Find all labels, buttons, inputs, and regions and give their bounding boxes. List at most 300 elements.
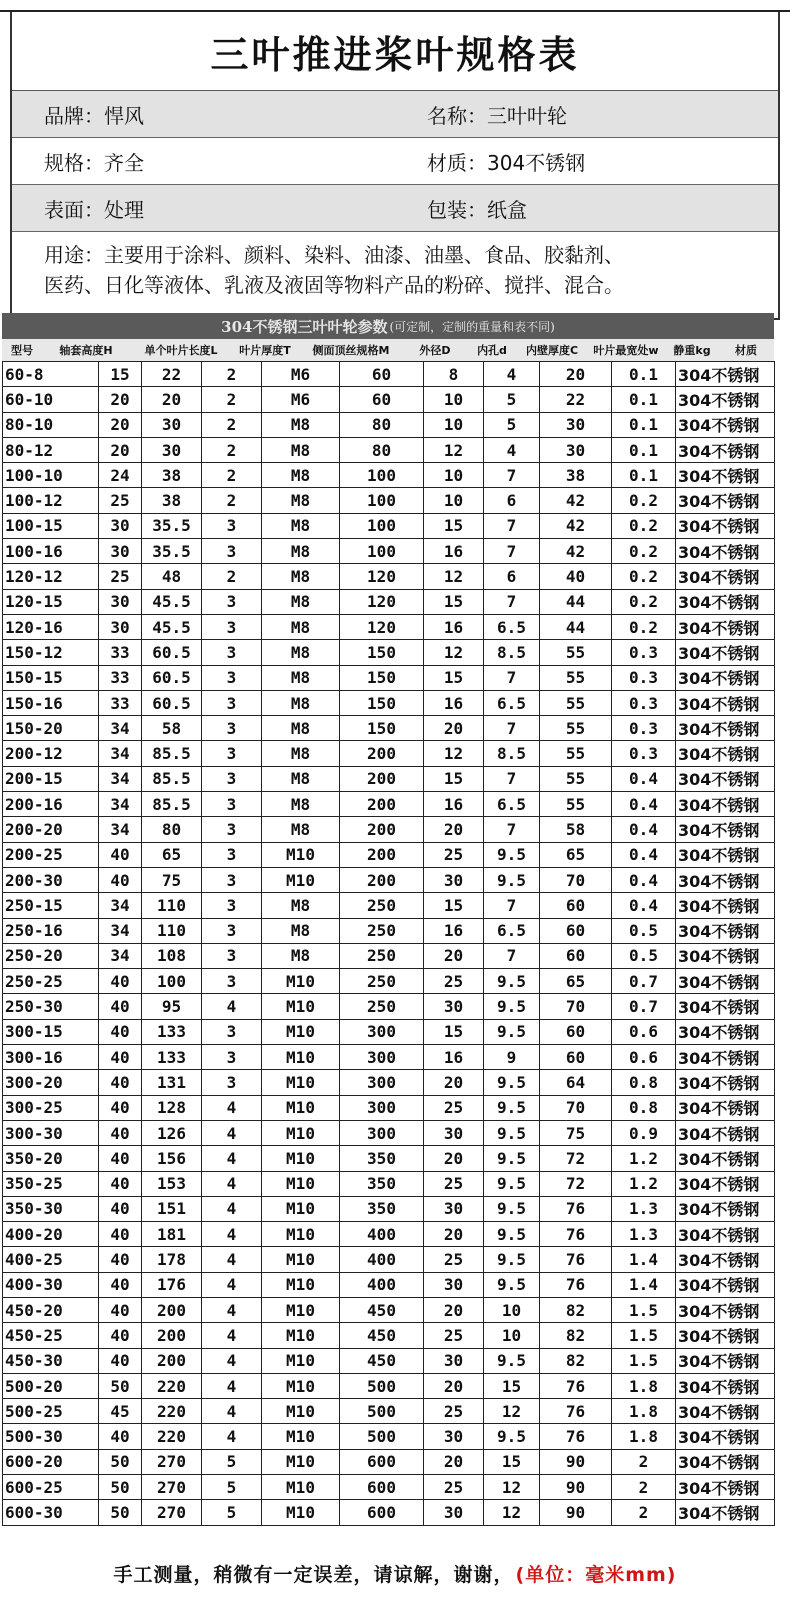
table-cell: 7 xyxy=(484,943,540,968)
table-cell: 30 xyxy=(424,1500,484,1525)
table-cell: M8 xyxy=(262,716,340,741)
table-cell: 9.5 xyxy=(484,1019,540,1044)
table-cell: 220 xyxy=(142,1399,202,1424)
table-cell: 0.1 xyxy=(612,437,676,462)
table-cell: 250-15 xyxy=(3,893,99,918)
usage-line-2: 医药、日化等液体、乳液及液固等物料产品的粉碎、搅拌、混合。 xyxy=(44,273,624,297)
params-title-sub: (可定制，定制的重量和表不同) xyxy=(389,319,555,334)
table-cell: 75 xyxy=(540,1120,612,1145)
table-cell: 304不锈钢 xyxy=(676,893,775,918)
table-cell: 9.5 xyxy=(484,1247,540,1272)
table-cell: 0.2 xyxy=(612,539,676,564)
table-cell: 450-30 xyxy=(3,1348,99,1373)
table-cell: 4 xyxy=(202,1297,262,1322)
table-cell: 156 xyxy=(142,1146,202,1171)
table-cell: 16 xyxy=(424,1045,484,1070)
table-cell: 200 xyxy=(340,792,424,817)
table-cell: 7 xyxy=(484,766,540,791)
table-cell: 250 xyxy=(340,918,424,943)
table-cell: 4 xyxy=(202,1120,262,1145)
table-cell: 126 xyxy=(142,1120,202,1145)
table-cell: 9.5 xyxy=(484,1146,540,1171)
table-cell: 76 xyxy=(540,1373,612,1398)
table-cell: 400 xyxy=(340,1247,424,1272)
table-cell: 500 xyxy=(340,1399,424,1424)
table-cell: 20 xyxy=(99,437,142,462)
table-row xyxy=(3,893,775,918)
table-cell: 60 xyxy=(540,1045,612,1070)
table-cell: 200-20 xyxy=(3,817,99,842)
table-cell: 6 xyxy=(484,488,540,513)
table-cell: 150 xyxy=(340,665,424,690)
table-cell: 2 xyxy=(202,437,262,462)
table-cell: 0.2 xyxy=(612,488,676,513)
table-cell: 131 xyxy=(142,1070,202,1095)
table-cell: 3 xyxy=(202,969,262,994)
table-cell: 30 xyxy=(424,1348,484,1373)
table-cell: 4 xyxy=(202,1424,262,1449)
table-cell: 120-12 xyxy=(3,564,99,589)
table-cell: 90 xyxy=(540,1475,612,1500)
table-cell: 600 xyxy=(340,1500,424,1525)
table-cell: 50 xyxy=(99,1500,142,1525)
table-cell: M10 xyxy=(262,1095,340,1120)
table-cell: 151 xyxy=(142,1196,202,1221)
table-cell: 15 xyxy=(424,893,484,918)
table-cell: 3 xyxy=(202,513,262,538)
table-cell: M10 xyxy=(262,1222,340,1247)
footer-text: 手工测量，稍微有一定误差，请谅解，谢谢， xyxy=(113,1563,514,1586)
table-cell: 9.5 xyxy=(484,994,540,1019)
table-cell: 4 xyxy=(202,1399,262,1424)
table-cell: 400-20 xyxy=(3,1222,99,1247)
table-cell: 500 xyxy=(340,1373,424,1398)
table-cell: 3 xyxy=(202,1045,262,1070)
table-cell: M8 xyxy=(262,690,340,715)
table-cell: 0.4 xyxy=(612,792,676,817)
table-cell: 10 xyxy=(424,488,484,513)
table-cell: 15 xyxy=(484,1449,540,1474)
table-cell: 200-25 xyxy=(3,842,99,867)
table-cell: 40 xyxy=(99,1045,142,1070)
table-cell: 250 xyxy=(340,969,424,994)
table-cell: 22 xyxy=(142,362,202,387)
table-cell: 34 xyxy=(99,741,142,766)
table-cell: 9.5 xyxy=(484,1070,540,1095)
table-cell: 6.5 xyxy=(484,918,540,943)
table-cell: 450 xyxy=(340,1348,424,1373)
table-cell: 9.5 xyxy=(484,867,540,892)
table-cell: 200 xyxy=(340,867,424,892)
table-cell: 50 xyxy=(99,1373,142,1398)
table-cell: 4 xyxy=(202,1222,262,1247)
table-cell: 120-15 xyxy=(3,589,99,614)
table-cell: 60 xyxy=(540,918,612,943)
table-cell: 8.5 xyxy=(484,741,540,766)
table-cell: 20 xyxy=(540,362,612,387)
table-cell: 6 xyxy=(484,564,540,589)
table-cell: 15 xyxy=(424,1019,484,1044)
table-cell: 304不锈钢 xyxy=(676,1373,775,1398)
table-cell: 12 xyxy=(424,640,484,665)
table-cell: 6.5 xyxy=(484,792,540,817)
table-cell: 304不锈钢 xyxy=(676,1222,775,1247)
table-cell: 60 xyxy=(540,893,612,918)
table-cell: M10 xyxy=(262,1146,340,1171)
table-cell: 60-8 xyxy=(3,362,99,387)
table-cell: 133 xyxy=(142,1019,202,1044)
table-cell: 0.7 xyxy=(612,969,676,994)
column-headers xyxy=(2,339,774,361)
table-cell: 1.3 xyxy=(612,1196,676,1221)
table-cell: 20 xyxy=(424,1297,484,1322)
table-cell: 76 xyxy=(540,1196,612,1221)
table-cell: M10 xyxy=(262,1475,340,1500)
table-cell: 12 xyxy=(424,437,484,462)
table-cell: 82 xyxy=(540,1323,612,1348)
table-cell: 200-15 xyxy=(3,766,99,791)
table-cell: 0.8 xyxy=(612,1095,676,1120)
table-cell: 0.3 xyxy=(612,640,676,665)
table-cell: 400 xyxy=(340,1272,424,1297)
table-cell: 76 xyxy=(540,1272,612,1297)
table-cell: 72 xyxy=(540,1171,612,1196)
table-cell: 500-30 xyxy=(3,1424,99,1449)
table-cell: 9 xyxy=(484,1045,540,1070)
table-cell: 300 xyxy=(340,1045,424,1070)
table-cell: M8 xyxy=(262,817,340,842)
table-cell: 1.2 xyxy=(612,1171,676,1196)
table-cell: 10 xyxy=(424,463,484,488)
table-cell: 100 xyxy=(340,488,424,513)
column-header: 外径D xyxy=(419,344,451,357)
table-cell: 25 xyxy=(99,488,142,513)
table-cell: 304不锈钢 xyxy=(676,1196,775,1221)
table-cell: 9.5 xyxy=(484,1095,540,1120)
table-cell: 200-30 xyxy=(3,867,99,892)
params-title xyxy=(2,313,774,339)
info-row-spec xyxy=(12,138,778,185)
table-cell: 304不锈钢 xyxy=(676,1449,775,1474)
table-cell: 450 xyxy=(340,1323,424,1348)
table-cell: 30 xyxy=(99,539,142,564)
table-cell: 600-30 xyxy=(3,1500,99,1525)
table-cell: 304不锈钢 xyxy=(676,564,775,589)
table-cell: 55 xyxy=(540,716,612,741)
table-cell: 12 xyxy=(484,1500,540,1525)
table-cell: 9.5 xyxy=(484,842,540,867)
table-cell: 24 xyxy=(99,463,142,488)
table-cell: 250 xyxy=(340,893,424,918)
table-cell: 20 xyxy=(424,1373,484,1398)
table-cell: 22 xyxy=(540,387,612,412)
table-cell: 304不锈钢 xyxy=(676,1120,775,1145)
table-cell: 1.8 xyxy=(612,1424,676,1449)
table-cell: 304不锈钢 xyxy=(676,412,775,437)
table-cell: 65 xyxy=(540,842,612,867)
page-title: 三叶推进桨叶规格表 xyxy=(12,12,778,91)
table-cell: 20 xyxy=(424,1449,484,1474)
table-cell: 1.5 xyxy=(612,1323,676,1348)
table-cell: 30 xyxy=(142,437,202,462)
table-cell: 50 xyxy=(99,1449,142,1474)
table-cell: 304不锈钢 xyxy=(676,1070,775,1095)
table-cell: 40 xyxy=(99,1120,142,1145)
table-cell: 270 xyxy=(142,1449,202,1474)
table-cell: 1.4 xyxy=(612,1247,676,1272)
table-cell: 150-15 xyxy=(3,665,99,690)
table-row xyxy=(3,1171,775,1196)
table-row xyxy=(3,387,775,412)
table-cell: 16 xyxy=(424,792,484,817)
table-row xyxy=(3,969,775,994)
table-cell: 16 xyxy=(424,539,484,564)
table-cell: 40 xyxy=(99,1222,142,1247)
table-cell: M10 xyxy=(262,1272,340,1297)
table-row xyxy=(3,1019,775,1044)
column-header: 内孔d xyxy=(477,344,507,357)
table-cell: 350-20 xyxy=(3,1146,99,1171)
column-header: 侧面顶丝规格M xyxy=(312,344,390,357)
table-cell: 12 xyxy=(484,1399,540,1424)
table-cell: 250-25 xyxy=(3,969,99,994)
table-cell: M8 xyxy=(262,792,340,817)
table-cell: 304不锈钢 xyxy=(676,1019,775,1044)
table-cell: 200-16 xyxy=(3,792,99,817)
table-cell: 200 xyxy=(142,1297,202,1322)
table-row xyxy=(3,994,775,1019)
table-cell: 110 xyxy=(142,918,202,943)
table-cell: 15 xyxy=(424,589,484,614)
table-row xyxy=(3,614,775,639)
table-cell: 12 xyxy=(424,564,484,589)
table-cell: 304不锈钢 xyxy=(676,1095,775,1120)
table-cell: 108 xyxy=(142,943,202,968)
spec-label: 规格：齐全 xyxy=(44,150,144,175)
table-cell: 3 xyxy=(202,918,262,943)
table-row xyxy=(3,640,775,665)
table-cell: 2 xyxy=(612,1475,676,1500)
table-cell: 3 xyxy=(202,716,262,741)
table-cell: 40 xyxy=(99,1196,142,1221)
table-cell: 3 xyxy=(202,766,262,791)
table-cell: 3 xyxy=(202,943,262,968)
table-cell: 80 xyxy=(142,817,202,842)
table-cell: 304不锈钢 xyxy=(676,1348,775,1373)
table-cell: 304不锈钢 xyxy=(676,817,775,842)
table-cell: 30 xyxy=(424,1120,484,1145)
table-cell: 300-30 xyxy=(3,1120,99,1145)
table-cell: 100 xyxy=(340,539,424,564)
column-header: 型号 xyxy=(11,344,33,357)
table-cell: 5 xyxy=(484,387,540,412)
table-cell: 2 xyxy=(612,1449,676,1474)
table-cell: 7 xyxy=(484,539,540,564)
table-cell: M6 xyxy=(262,362,340,387)
table-cell: 34 xyxy=(99,792,142,817)
table-cell: 3 xyxy=(202,867,262,892)
table-cell: 2 xyxy=(202,463,262,488)
table-row xyxy=(3,362,775,387)
table-row xyxy=(3,1196,775,1221)
table-cell: 60 xyxy=(540,943,612,968)
table-cell: 5 xyxy=(202,1449,262,1474)
table-cell: 4 xyxy=(484,437,540,462)
table-cell: 304不锈钢 xyxy=(676,1247,775,1272)
table-cell: 0.2 xyxy=(612,564,676,589)
table-cell: 3 xyxy=(202,741,262,766)
table-cell: 120 xyxy=(340,564,424,589)
table-cell: M8 xyxy=(262,463,340,488)
table-row xyxy=(3,792,775,817)
table-cell: 304不锈钢 xyxy=(676,589,775,614)
table-cell: 400 xyxy=(340,1222,424,1247)
table-cell: 250-20 xyxy=(3,943,99,968)
info-row-brand xyxy=(12,91,778,138)
table-cell: 30 xyxy=(540,412,612,437)
table-cell: 25 xyxy=(424,969,484,994)
table-cell: 4 xyxy=(202,1146,262,1171)
table-cell: 44 xyxy=(540,589,612,614)
table-cell: 0.6 xyxy=(612,1045,676,1070)
table-cell: 25 xyxy=(424,1247,484,1272)
table-row xyxy=(3,1120,775,1145)
table-row xyxy=(3,1070,775,1095)
table-cell: 1.4 xyxy=(612,1272,676,1297)
table-cell: 44 xyxy=(540,614,612,639)
table-cell: 45.5 xyxy=(142,589,202,614)
table-cell: M8 xyxy=(262,893,340,918)
table-cell: 304不锈钢 xyxy=(676,690,775,715)
table-cell: 25 xyxy=(424,1095,484,1120)
table-cell: 82 xyxy=(540,1297,612,1322)
table-cell: 350 xyxy=(340,1146,424,1171)
table-cell: M10 xyxy=(262,1500,340,1525)
table-row xyxy=(3,817,775,842)
footer-note xyxy=(0,1556,790,1590)
table-cell: 304不锈钢 xyxy=(676,867,775,892)
table-cell: 75 xyxy=(142,867,202,892)
table-cell: 0.9 xyxy=(612,1120,676,1145)
table-cell: 200 xyxy=(142,1323,202,1348)
table-cell: 304不锈钢 xyxy=(676,1297,775,1322)
table-row xyxy=(3,564,775,589)
table-cell: 3 xyxy=(202,792,262,817)
table-cell: 42 xyxy=(540,539,612,564)
table-cell: 40 xyxy=(99,842,142,867)
table-row xyxy=(3,1399,775,1424)
table-cell: M10 xyxy=(262,1045,340,1070)
table-cell: 100 xyxy=(340,463,424,488)
brand-label: 品牌：悍风 xyxy=(44,103,144,128)
table-cell: 10 xyxy=(484,1297,540,1322)
table-cell: 0.1 xyxy=(612,362,676,387)
table-cell: 500-20 xyxy=(3,1373,99,1398)
table-cell: 600-20 xyxy=(3,1449,99,1474)
table-cell: 0.3 xyxy=(612,716,676,741)
table-cell: 30 xyxy=(424,1424,484,1449)
table-cell: 16 xyxy=(424,614,484,639)
table-cell: 40 xyxy=(99,1424,142,1449)
table-cell: 1.2 xyxy=(612,1146,676,1171)
table-cell: 304不锈钢 xyxy=(676,614,775,639)
table-cell: M10 xyxy=(262,1019,340,1044)
table-cell: 20 xyxy=(424,817,484,842)
table-cell: 450 xyxy=(340,1297,424,1322)
table-cell: 304不锈钢 xyxy=(676,1500,775,1525)
table-cell: 100 xyxy=(142,969,202,994)
table-cell: 70 xyxy=(540,1095,612,1120)
table-cell: 10 xyxy=(424,387,484,412)
table-cell: 304不锈钢 xyxy=(676,387,775,412)
table-cell: 40 xyxy=(99,1171,142,1196)
table-cell: 85.5 xyxy=(142,766,202,791)
table-cell: 20 xyxy=(99,412,142,437)
table-cell: 1.5 xyxy=(612,1348,676,1373)
table-cell: 20 xyxy=(424,1070,484,1095)
table-cell: 3 xyxy=(202,1019,262,1044)
table-cell: 350 xyxy=(340,1171,424,1196)
table-cell: 30 xyxy=(99,614,142,639)
table-cell: 110 xyxy=(142,893,202,918)
table-cell: M8 xyxy=(262,665,340,690)
usage-text xyxy=(12,232,778,318)
table-cell: 60 xyxy=(540,1019,612,1044)
table-cell: 304不锈钢 xyxy=(676,741,775,766)
table-cell: 10 xyxy=(424,412,484,437)
table-cell: 55 xyxy=(540,741,612,766)
table-cell: 304不锈钢 xyxy=(676,969,775,994)
table-cell: 600-25 xyxy=(3,1475,99,1500)
table-cell: 200 xyxy=(340,817,424,842)
table-row xyxy=(3,1247,775,1272)
table-cell: 4 xyxy=(484,362,540,387)
table-cell: 45 xyxy=(99,1399,142,1424)
table-cell: M8 xyxy=(262,412,340,437)
table-cell: 120 xyxy=(340,589,424,614)
table-cell: 200-12 xyxy=(3,741,99,766)
table-cell: 76 xyxy=(540,1222,612,1247)
table-row xyxy=(3,842,775,867)
table-cell: 90 xyxy=(540,1500,612,1525)
table-cell: 70 xyxy=(540,867,612,892)
table-cell: 38 xyxy=(540,463,612,488)
table-cell: 38 xyxy=(142,488,202,513)
table-cell: 200 xyxy=(340,842,424,867)
table-cell: 300-16 xyxy=(3,1045,99,1070)
table-cell: 1.3 xyxy=(612,1222,676,1247)
table-cell: 304不锈钢 xyxy=(676,1272,775,1297)
table-cell: 20 xyxy=(142,387,202,412)
table-cell: 304不锈钢 xyxy=(676,1045,775,1070)
table-cell: 25 xyxy=(424,1399,484,1424)
table-cell: 34 xyxy=(99,943,142,968)
table-cell: M10 xyxy=(262,842,340,867)
table-row xyxy=(3,918,775,943)
table-cell: M6 xyxy=(262,387,340,412)
table-cell: 85.5 xyxy=(142,741,202,766)
table-cell: 20 xyxy=(424,1222,484,1247)
table-row xyxy=(3,665,775,690)
info-row-surface xyxy=(12,185,778,232)
table-cell: 350-30 xyxy=(3,1196,99,1221)
table-cell: 15 xyxy=(424,513,484,538)
table-cell: 4 xyxy=(202,1095,262,1120)
table-cell: 55 xyxy=(540,665,612,690)
table-cell: 500-25 xyxy=(3,1399,99,1424)
table-cell: 0.1 xyxy=(612,463,676,488)
table-cell: 50 xyxy=(99,1475,142,1500)
